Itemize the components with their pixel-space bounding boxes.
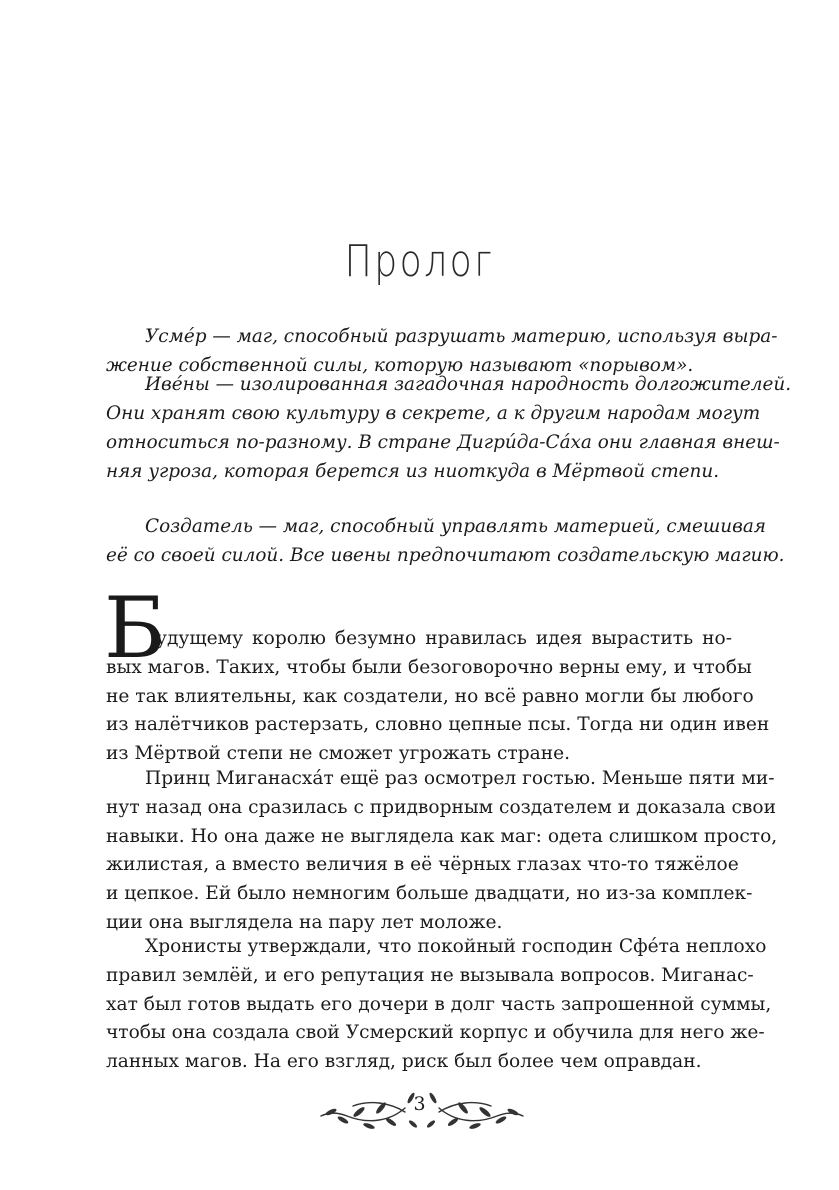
text-line: ции она выглядела на пару лет моложе. bbox=[106, 911, 503, 933]
chapter-title: Пролог bbox=[344, 236, 495, 287]
text-line: жилистая, а вместо величия в её чёрных глазах что-то тяжёлое bbox=[106, 854, 739, 876]
text-line: ланных магов. На его взгляд, риск был более чем оправдан. bbox=[106, 1051, 702, 1073]
text-line: жение собственной силы, которую называют «порывом». bbox=[106, 355, 694, 376]
glossary-entry-iveny bbox=[106, 370, 792, 486]
text-line: вых магов. Таких, чтобы были безоговорочно верны ему, и чтобы bbox=[106, 656, 752, 678]
text-line: правил землёй, и его репутация не вызывала вопросов. Миганас- bbox=[106, 964, 754, 986]
text-line: Усме́р — маг, способный разрушать материю, используя выра- bbox=[145, 326, 778, 347]
text-line: её со своей силой. Все ивены предпочитают создательскую магию. bbox=[106, 545, 785, 566]
text-line: нут назад она сразилась с придворным создателем и доказала свои bbox=[106, 796, 776, 818]
text-line: чтобы она создала свой Усмерский корпус и обучила для него же- bbox=[106, 1022, 765, 1044]
drop-cap: Б bbox=[104, 579, 166, 677]
body-paragraph-3 bbox=[106, 933, 772, 1077]
text-line: и цепкое. Ей было немногим больше двадцати, но из-за комплек- bbox=[106, 883, 753, 905]
text-line: из налётчиков растерзать, словно цепные псы. Тогда ни один ивен bbox=[106, 714, 770, 736]
text-line: удущему королю безумно нравилась идея вырастить но- bbox=[156, 628, 732, 649]
text-line: няя угроза, которая берется из ниоткуда в Мёртвой степи. bbox=[106, 461, 720, 482]
text-line: хат был готов выдать его дочери в долг часть запрошенной суммы, bbox=[106, 993, 772, 1015]
text-line: Иве́ны — изолированная загадочная народность долгожителей. bbox=[145, 374, 792, 395]
text-line: навыки. Но она даже не выглядела как маг: одета слишком просто, bbox=[106, 825, 778, 847]
text-line: Принц Миганасха́т ещё раз осмотрел гостью. Меньше пяти ми- bbox=[145, 768, 775, 789]
glossary-entry-sozdatel bbox=[106, 512, 785, 570]
text-line: из Мёртвой степи не сможет угрожать стране. bbox=[106, 743, 571, 765]
text-line: Хронисты утверждали, что покойный господин Сфе́та неплохо bbox=[145, 936, 767, 957]
text-line: относиться по-разному. В стране Дигри́да-Са́ха они главная внеш- bbox=[106, 432, 780, 453]
body-paragraph-2 bbox=[106, 765, 778, 938]
text-line: не так влиятельны, как создатели, но всё равно могли бы любого bbox=[106, 685, 754, 707]
page-number: 3 bbox=[413, 1093, 426, 1115]
text-line: Создатель — маг, способный управлять материей, смешивая bbox=[145, 516, 766, 537]
body-paragraph-1 bbox=[106, 625, 770, 769]
text-line: Они хранят свою культуру в секрете, а к другим народам могут bbox=[106, 403, 761, 424]
